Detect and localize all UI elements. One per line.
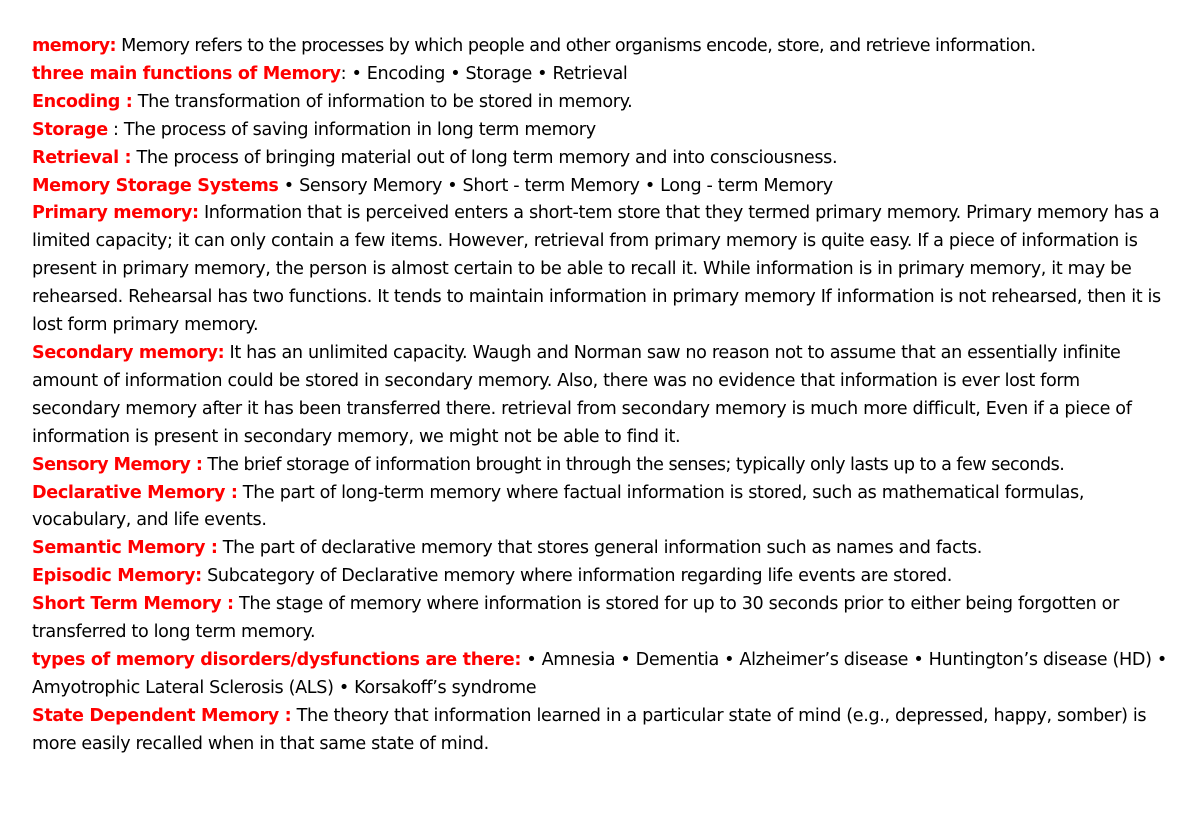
term-semantic-memory: Semantic Memory : [32,538,218,559]
term-primary-memory: Primary memory: [32,203,199,224]
term-memory-disorders: types of memory disorders/dysfunctions are there: [32,649,522,670]
definition-memory: Memory refers to the processes by which people and other organisms encode, store, and retrieve information. [116,36,1036,56]
entry-semantic-memory [32,535,1172,563]
term-short-term-memory: Short Term Memory : [32,594,234,615]
definition-memory-disorders: • Amnesia • Dementia • Alzheimer’s disease • Huntington’s disease (HD) • Amyotrophic Lateral Sclerosis (ALS) • Korsakoff’s syndrome [32,649,1167,698]
entry-retrieval [32,145,1172,173]
term-encoding: Encoding : [32,91,133,112]
entry-state-dependent-memory [32,703,1172,759]
term-state-dependent-memory: State Dependent Memory : [32,705,292,726]
term-memory-storage-systems: Memory Storage Systems [32,175,279,196]
entry-storage [32,117,1172,145]
entry-three-main-functions [32,61,1172,89]
entry-memory-storage-systems [32,173,1172,201]
term-storage: Storage [32,119,108,140]
definition-semantic-memory: The part of declarative memory that stores general information such as names and facts. [217,538,983,559]
entry-sensory-memory [32,452,1172,480]
definition-declarative-memory: The part of long-term memory where factual information is stored, such as mathematical formulas, vocabulary, and life events. [32,482,1085,531]
term-sensory-memory: Sensory Memory : [32,454,203,475]
definition-encoding: The transformation of information to be stored in memory. [132,91,633,112]
entry-encoding [32,89,1172,117]
term-retrieval: Retrieval : [32,147,132,168]
term-memory: memory: [32,36,117,56]
definition-state-dependent-memory: The theory that information learned in a particular state of mind (e.g., depressed, happy, somber) is more easily recalled when in that same state of mind. [32,705,1147,754]
definition-short-term-memory: The stage of memory where information is stored for up to 30 seconds prior to either being forgotten or transferred to long term memory. [32,594,1119,643]
definition-sensory-memory: The brief storage of information brought in through the senses; typically only lasts up to a few seconds. [202,454,1065,475]
definition-episodic-memory: Subcategory of Declarative memory where information regarding life events are stored. [201,566,952,587]
term-declarative-memory: Declarative Memory : [32,482,238,503]
term-secondary-memory: Secondary memory: [32,342,225,363]
memory-notes-document [32,33,1172,759]
entry-primary-memory [32,200,1172,340]
entry-episodic-memory [32,563,1172,591]
entry-secondary-memory [32,340,1172,452]
term-three-main-functions: three main functions of Memory [32,63,341,84]
definition-storage: : The process of saving information in long term memory [107,119,596,140]
entry-short-term-memory [32,591,1172,647]
term-episodic-memory: Episodic Memory: [32,566,202,587]
definition-three-main-functions: : • Encoding • Storage • Retrieval [340,63,628,84]
entry-memory [32,33,1172,61]
definition-secondary-memory: It has an unlimited capacity. Waugh and Norman saw no reason not to assume that an essentially infinite amount of information could be stored in secondary memory. Also, there was no evidence that information is ever lost form secondary memory after it has been transferred there. retrieval from secondary memory is much more difficult, Even if a piece of information is present in secondary memory, we might not be able to find it. [32,342,1132,447]
entry-memory-disorders [32,647,1172,703]
entry-declarative-memory [32,480,1172,536]
definition-memory-storage-systems: • Sensory Memory • Short - term Memory • Long - term Memory [278,175,833,196]
definition-retrieval: The process of bringing material out of long term memory and into consciousness. [131,147,838,168]
definition-primary-memory: Information that is perceived enters a short-tem store that they termed primary memory. Primary memory has a limited capacity; it can only contain a few items. However, retrieval from primary memory is quite easy. If a piece of information is present in primary memory, the person is almost certain to be able to recall it. While information is in primary memory, it may be rehearsed. Rehearsal has two functions. It tends to maintain information in primary memory If information is not rehearsed, then it is lost form primary memory. [32,203,1161,336]
